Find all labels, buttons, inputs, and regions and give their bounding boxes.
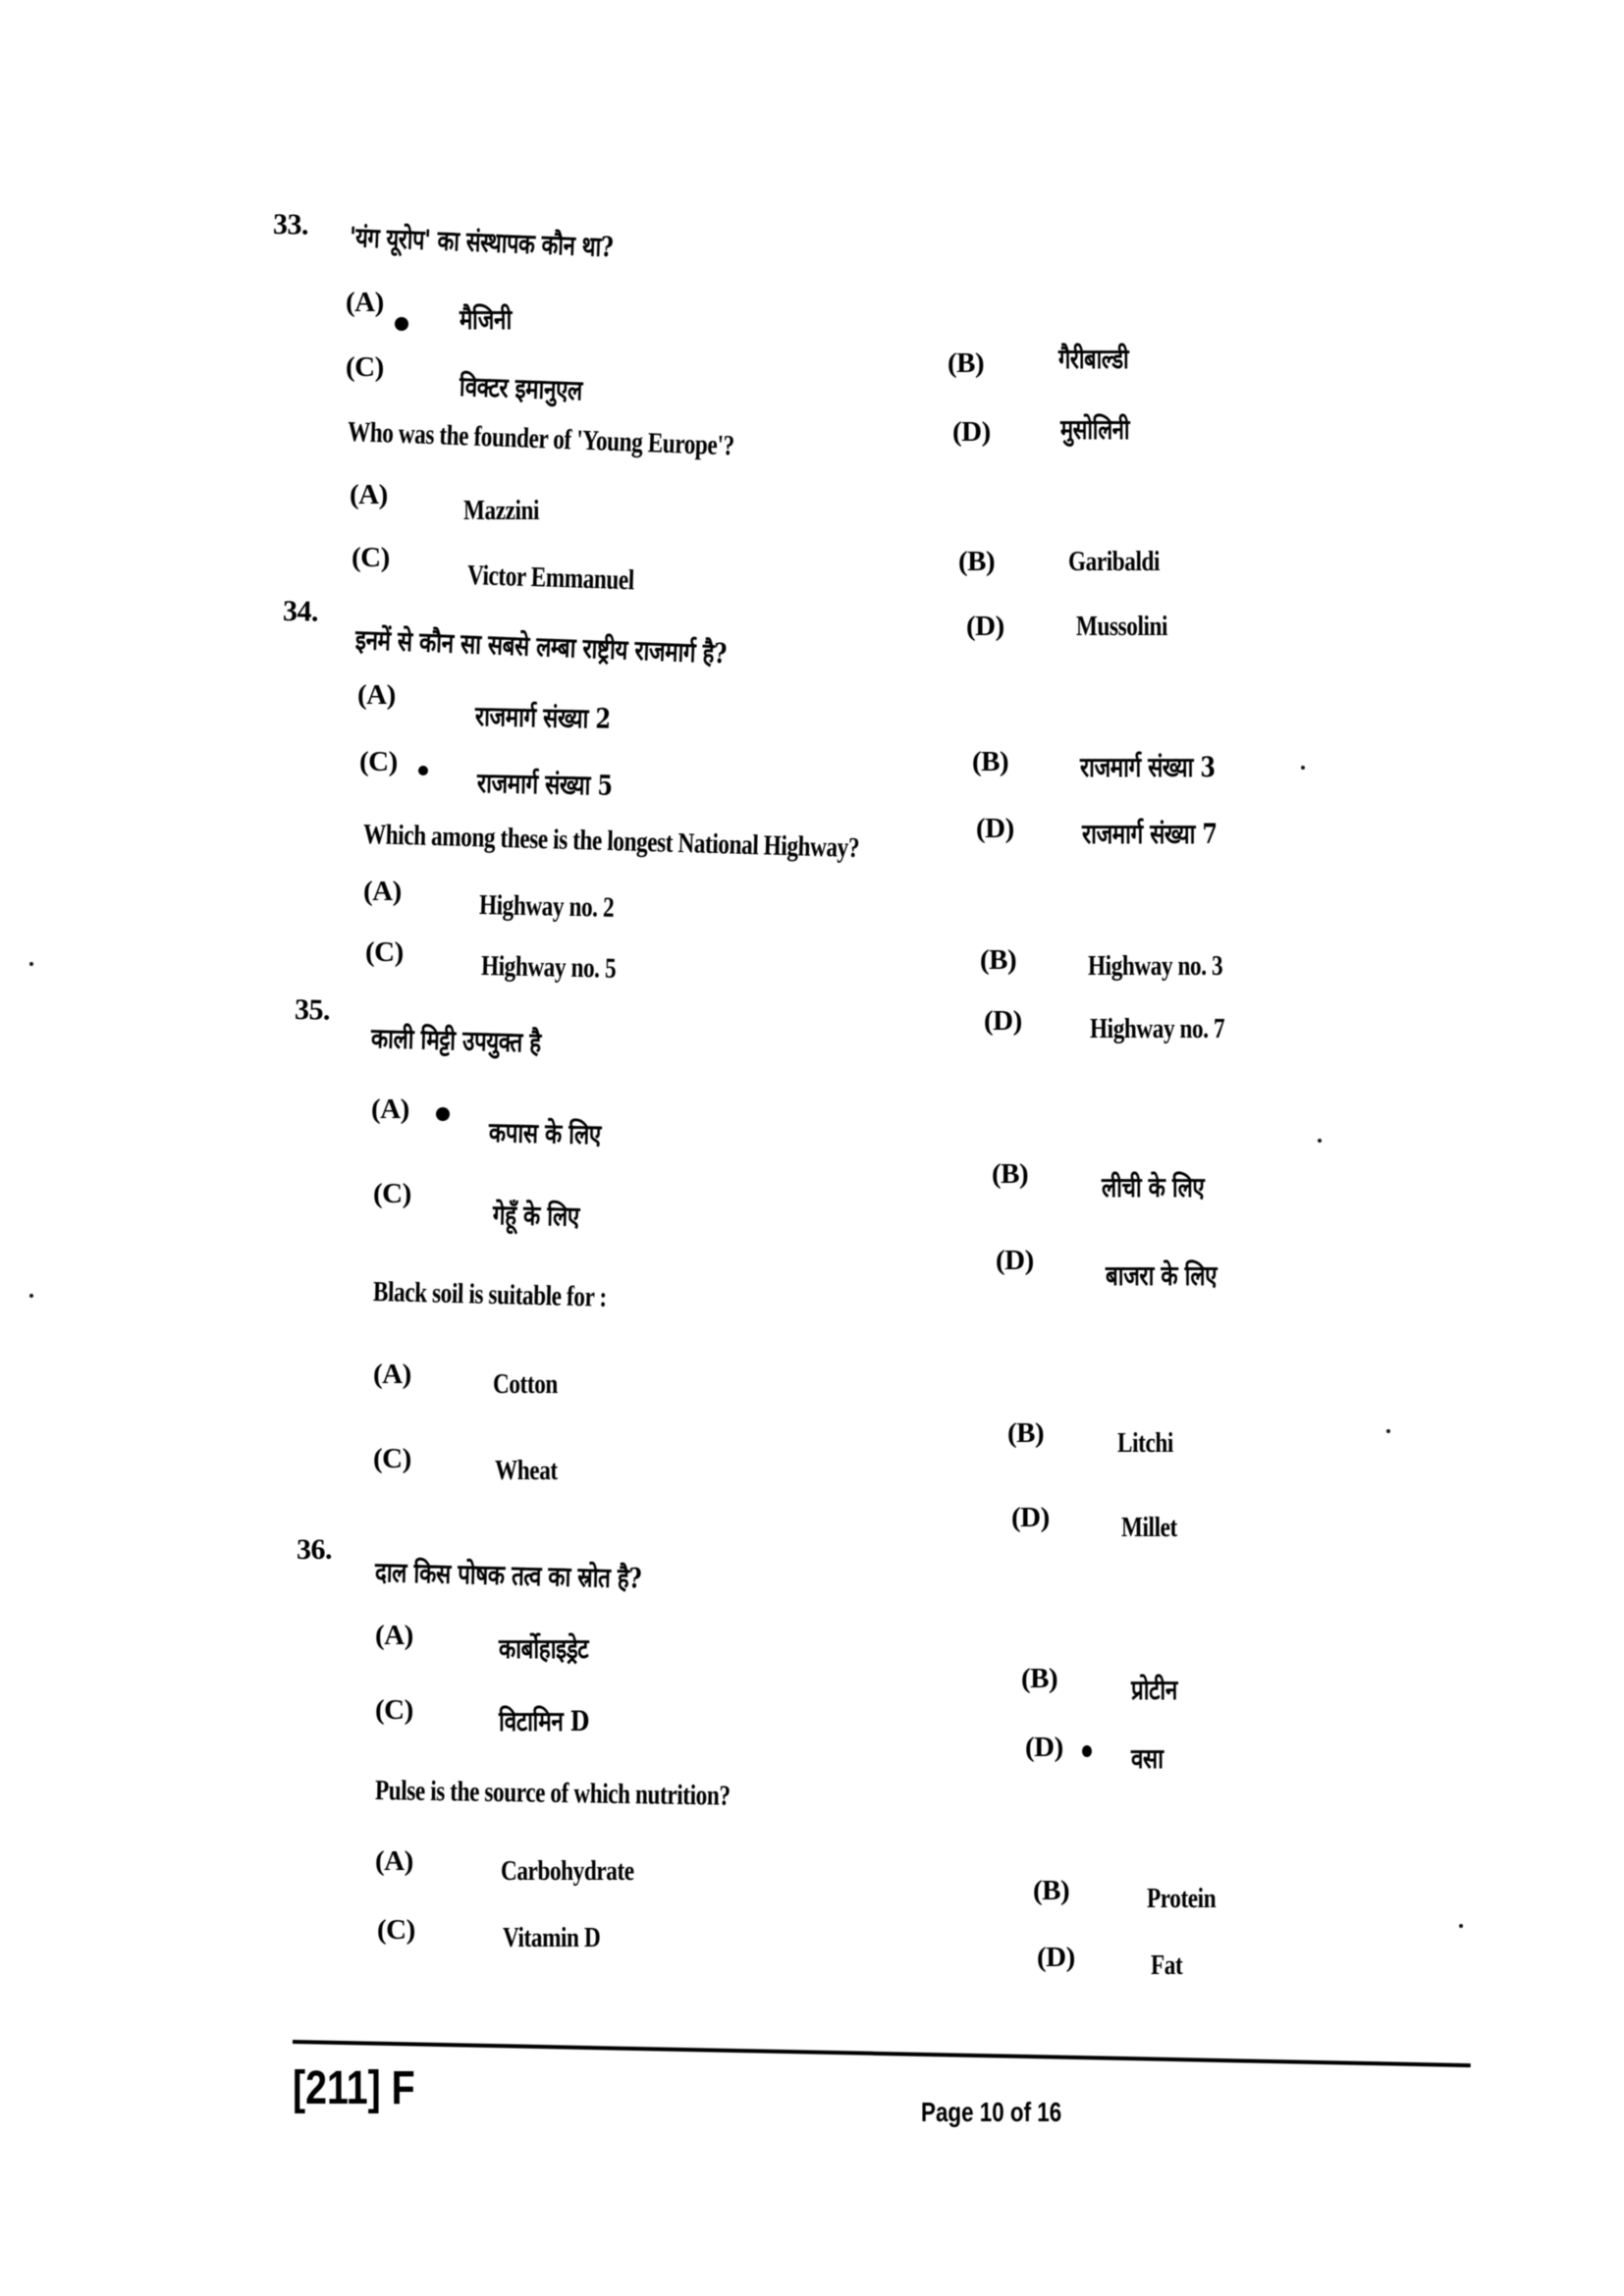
option-label-b: (B): [1021, 1663, 1058, 1694]
option-label-b: (B): [958, 546, 996, 577]
question-text-hindi: इनमें से कौन सा सबसे लम्बा राष्ट्रीय राजमार्ग है?: [354, 623, 728, 670]
question-text-english: Which among these is the longest National Highway?: [362, 819, 860, 865]
option-a-english: Highway no. 2: [478, 889, 615, 924]
option-c-hindi: विक्टर इमानुएल: [459, 370, 583, 407]
option-label-c: (C): [359, 746, 398, 777]
answer-mark-icon: [418, 766, 428, 775]
option-label-c: (C): [352, 542, 390, 573]
question-text-hindi: दाल किस पोषक तत्व का स्रोत है?: [374, 1556, 642, 1595]
option-label-a: (A): [346, 287, 384, 318]
question-text-hindi: काली मिट्टी उपयुक्त है: [370, 1022, 542, 1059]
option-label-c: (C): [346, 351, 384, 383]
option-label-d: (D): [984, 1005, 1022, 1037]
option-label-b: (B): [1033, 1875, 1070, 1906]
question-text-english: Who was the founder of 'Young Europe'?: [347, 416, 735, 462]
scan-speck: [29, 1294, 33, 1298]
option-label-b: (B): [980, 944, 1017, 976]
option-label-a: (A): [363, 876, 402, 907]
option-a-english: Carbohydrate: [501, 1855, 634, 1887]
option-d-hindi: मुसोलिनी: [1060, 413, 1130, 446]
option-label-c: (C): [365, 936, 404, 968]
option-label-b: (B): [947, 347, 985, 379]
option-c-english: Highway no. 5: [480, 950, 617, 985]
answer-mark-icon: [1082, 1745, 1092, 1757]
option-label-c: (C): [377, 1914, 415, 1946]
question-number: 34.: [282, 595, 319, 628]
option-b-english: Protein: [1147, 1883, 1217, 1914]
option-a-hindi: मैजिनी: [460, 303, 512, 336]
option-label-b: (B): [992, 1158, 1029, 1190]
option-d-hindi: बाजरा के लिए: [1106, 1259, 1218, 1292]
option-b-hindi: प्रोटीन: [1131, 1674, 1177, 1706]
scan-speck: [29, 962, 33, 966]
option-b-hindi: राजमार्ग संख्या 3: [1080, 751, 1216, 783]
option-a-english: Cotton: [493, 1368, 558, 1400]
option-label-d: (D): [1011, 1502, 1050, 1533]
option-label-d: (D): [1025, 1732, 1063, 1763]
page-number: Page 10 of 16: [921, 2097, 1062, 2127]
answer-mark-icon: [395, 317, 408, 331]
option-c-hindi: विटामिन D: [499, 1705, 589, 1737]
option-label-d: (D): [966, 611, 1004, 642]
scan-speck: [1459, 1924, 1463, 1928]
option-d-hindi: वसा: [1131, 1742, 1164, 1775]
scan-speck: [1318, 1139, 1322, 1143]
option-label-a: (A): [371, 1094, 409, 1125]
option-c-hindi: गेहूँ के लिए: [492, 1199, 580, 1233]
question-text-english: Black soil is suitable for :: [372, 1276, 608, 1313]
scan-speck: [1301, 766, 1305, 770]
option-label-c: (C): [375, 1694, 413, 1726]
question-text-english: Pulse is the source of which nutrition?: [374, 1775, 731, 1812]
footer-divider: [293, 2040, 1471, 2067]
option-b-hindi: गैरीबाल्डी: [1058, 343, 1129, 375]
question-number: 35.: [294, 993, 331, 1027]
option-c-english: Victor Emmanuel: [466, 560, 635, 597]
option-label-c: (C): [373, 1443, 411, 1474]
option-a-english: Mazzini: [463, 495, 540, 526]
option-label-c: (C): [373, 1178, 411, 1209]
option-a-hindi: राजमार्ग संख्या 2: [474, 700, 611, 735]
option-d-hindi: राजमार्ग संख्या 7: [1082, 818, 1218, 850]
option-label-d: (D): [1037, 1942, 1075, 1973]
option-b-english: Litchi: [1117, 1427, 1173, 1459]
option-d-english: Highway no. 7: [1090, 1013, 1225, 1044]
option-d-english: Mussolini: [1076, 611, 1168, 642]
option-label-d: (D): [952, 416, 991, 448]
option-d-english: Millet: [1121, 1512, 1177, 1543]
option-b-hindi: लीची के लिए: [1102, 1171, 1205, 1203]
option-label-a: (A): [375, 1620, 413, 1651]
question-number: 33.: [272, 208, 309, 241]
paper-code: [211] F: [293, 2062, 415, 2114]
answer-mark-icon: [436, 1107, 450, 1121]
option-label-a: (A): [357, 679, 396, 711]
option-a-hindi: कपास के लिए: [488, 1116, 602, 1151]
option-c-english: Wheat: [495, 1455, 558, 1486]
scan-speck: [1386, 1429, 1390, 1433]
option-d-english: Fat: [1151, 1949, 1183, 1981]
option-label-b: (B): [1007, 1417, 1045, 1449]
option-label-a: (A): [375, 1845, 413, 1877]
option-c-english: Vitamin D: [503, 1922, 601, 1953]
option-b-english: Garibaldi: [1068, 546, 1161, 577]
option-b-english: Highway no. 3: [1088, 950, 1223, 982]
option-label-b: (B): [972, 746, 1009, 777]
option-label-a: (A): [373, 1359, 411, 1390]
option-label-d: (D): [976, 813, 1014, 844]
option-label-d: (D): [996, 1245, 1034, 1276]
question-number: 36.: [297, 1533, 332, 1566]
question-text-hindi: 'यंग यूरोप' का संस्थापक कौन था?: [349, 221, 614, 264]
option-a-hindi: कार्बोहाइड्रेट: [499, 1632, 589, 1665]
option-c-hindi: राजमार्ग संख्या 5: [476, 767, 613, 802]
option-label-a: (A): [350, 479, 388, 510]
